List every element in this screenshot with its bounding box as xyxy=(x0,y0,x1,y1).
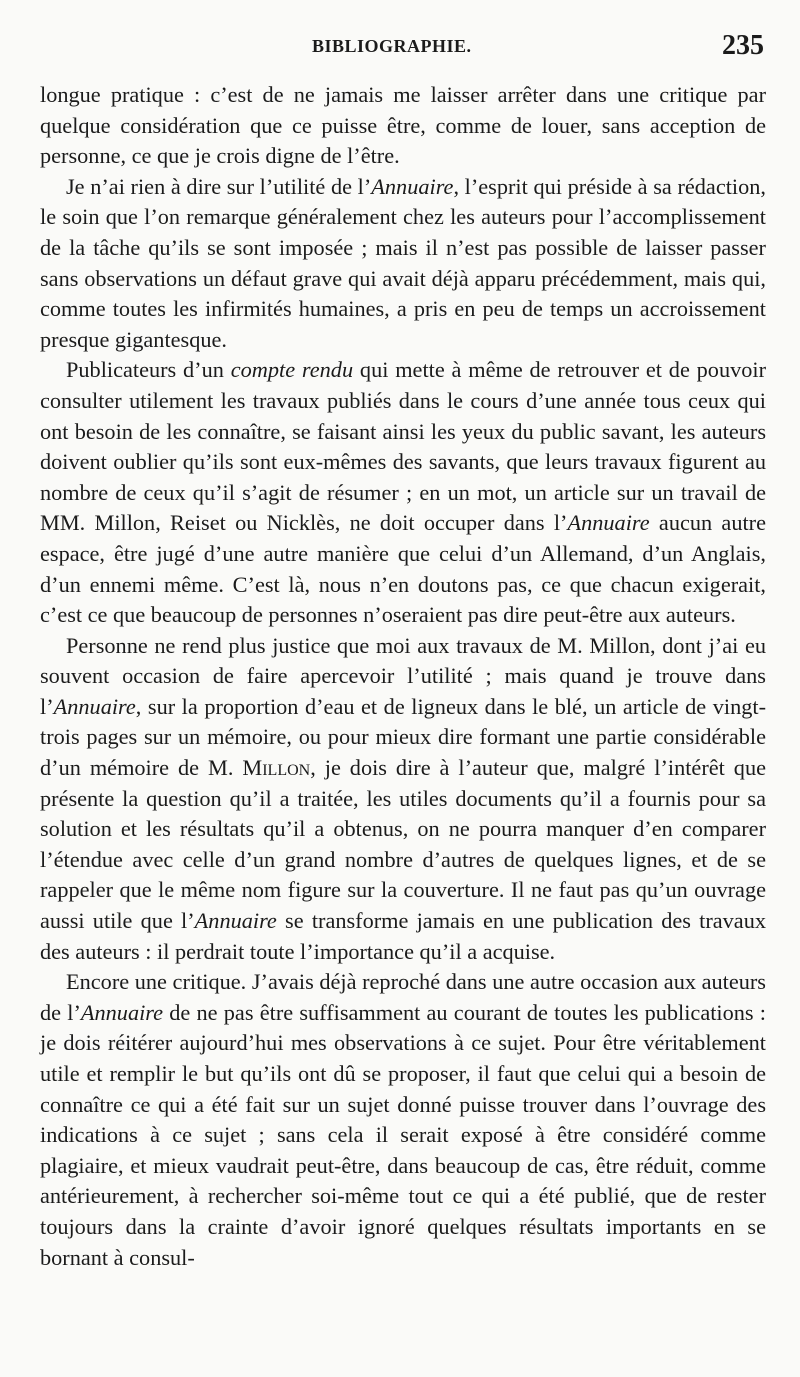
body-text xyxy=(40,80,766,1273)
text-run: de ne pas être suffisamment au courant de toutes les publications : je dois réitérer aujourd’hui mes observations à ce sujet. Pour être véritablement utile et remplir le but qu’ils ont dû se proposer, il faut que celui qui a besoin de connaître ce qui a été fait sur un sujet donné puisse trouver dans l’ouvrage des indications à ce sujet ; sans cela il serait exposé à être considéré comme plagiaire, et mieux vaudrait peut-être, dans beaucoup de cas, être réduit, comme antérieurement, à rechercher soi-même tout ce qui a été publié, que de rester toujours dans la crainte d’avoir ignoré quelques résultats importants en se bornant à consul- xyxy=(40,999,766,1270)
italic-text: Annuaire xyxy=(567,510,650,536)
italic-text: Annuaire xyxy=(53,693,136,719)
running-head xyxy=(40,30,766,80)
paragraph xyxy=(40,172,766,356)
paragraph xyxy=(40,355,766,630)
italic-text: Annuaire xyxy=(371,173,454,199)
page-number: 235 xyxy=(722,30,764,61)
text-run: , l’esprit qui préside à sa rédaction, le soin que l’on remarque généralement chez les auteurs pour l’accomplissement de la tâche qu’ils se sont imposée ; mais il n’est pas possible de laisser passer sans observations un défaut grave qui avait déjà apparu précédemment, mais qui, comme toutes les infirmités humaines, a pris en peu de temps un accroissement presque gigantesque. xyxy=(40,173,766,352)
italic-text: Annuaire xyxy=(194,908,277,934)
text-run: se transforme jamais en une publication des travaux des auteurs : il perdrait toute l’importance qu’il a acquise. xyxy=(40,908,766,964)
text-run: Encore une critique. J’avais déjà reproché dans une autre occasion aux auteurs de l’ xyxy=(40,969,766,1025)
smallcaps-text: Millon xyxy=(242,755,311,781)
paragraph xyxy=(40,967,766,1273)
italic-text: compte rendu xyxy=(230,357,354,383)
text-run: Publicateurs d’un xyxy=(66,357,231,383)
running-title: BIBLIOGRAPHIE. xyxy=(312,36,472,56)
text-run: , sur la proportion d’eau et de ligneux dans le blé, un article de vingt-trois pages sur un mémoire, ou pour mieux dire formant une partie considérable d’un mémoire de M. xyxy=(40,693,766,781)
text-run: qui mette à même de retrouver et de pouvoir consulter utilement les travaux publiés dans le cours d’une année tous ceux qui ont besoin de les connaître, se faisant ainsi les yeux du public savant, les auteurs doivent oublier qu’ils sont eux-mêmes des savants, que leurs travaux figurent au nombre de ceux qu’il s’agit de résumer ; en un mot, un article sur un travail de MM. Millon, Reiset ou Nicklès, ne doit occuper dans l’ xyxy=(40,357,767,536)
text-run: longue pratique : c’est de ne jamais me laisser arrêter dans une critique par quelque considération que ce puisse être, comme de louer, sans acception de personne, ce que je crois digne de l’être. xyxy=(40,82,766,169)
paragraph xyxy=(40,80,766,172)
text-run: Personne ne rend plus justice que moi aux travaux de M. Millon, dont j’ai eu souvent occasion de faire apercevoir l’utilité ; mais quand je trouve dans l’ xyxy=(40,632,766,719)
text-run: , je dois dire à l’auteur que, malgré l’intérêt que présente la question qu’il a traitée, les utiles documents qu’il a fournis pour sa solution et les résultats qu’il a obtenus, on ne pourra manquer d’en comparer l’étendue avec celle d’un grand nombre d’autres de quelques lignes, et de se rappeler que le même nom figure sur la couverture. Il ne faut pas qu’un ouvrage aussi utile que l’ xyxy=(40,755,766,934)
text-run: Je n’ai rien à dire sur l’utilité de l’ xyxy=(66,173,372,199)
text-run: aucun autre espace, être jugé d’une autre manière que celui d’un Allemand, d’un Anglais, d’un ennemi même. C’est là, nous n’en doutons pas, ce que chacun exigerait, c’est ce que beaucoup de personnes n’oseraient pas dire peut-être aux auteurs. xyxy=(40,510,766,628)
italic-text: Annuaire xyxy=(80,999,164,1025)
paragraph xyxy=(40,631,766,968)
